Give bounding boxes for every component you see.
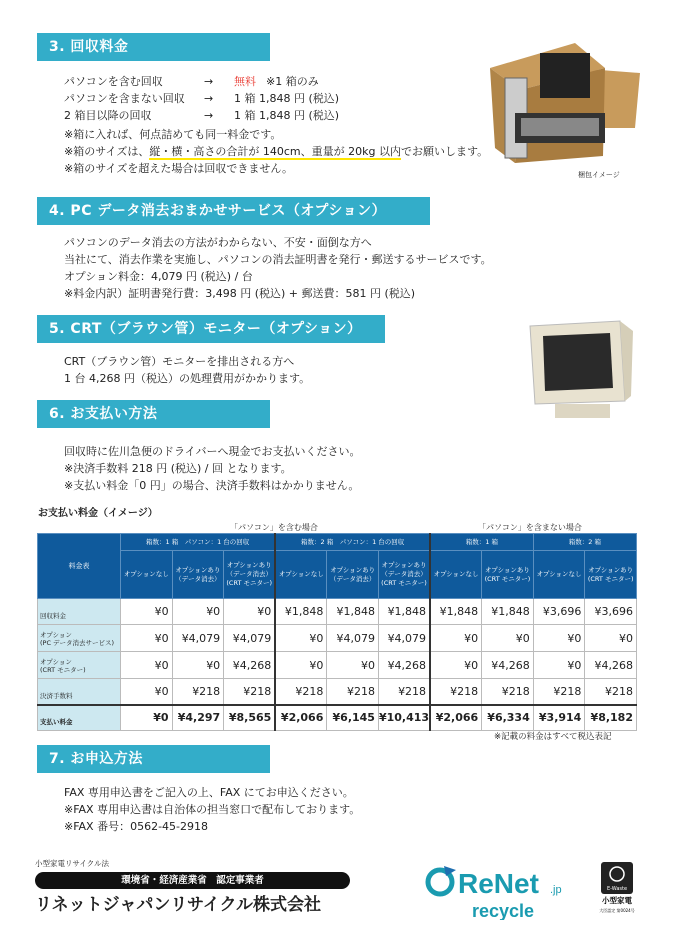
section-5-body (64, 353, 310, 387)
fee-value: 1 箱 1,848 円 (税込) (234, 109, 340, 122)
option-column-header: オプションあり （データ消去） (172, 551, 224, 599)
price-cell: ¥4,079 (327, 625, 379, 652)
price-cell: ¥0 (224, 599, 276, 625)
certified-badge: 環境省・経済産業省 認定事業者 (35, 872, 350, 889)
note-2-highlight: 縦・横・高さの合計が 140cm、重量が 20kg 以内 (149, 145, 401, 158)
fee-value: 1 箱 1,848 円 (税込) (234, 92, 340, 105)
price-cell: ¥0 (430, 625, 482, 652)
price-cell: ¥218 (585, 679, 637, 705)
section-7-body (64, 784, 360, 835)
price-cell: ¥4,268 (378, 652, 430, 679)
payment-table (37, 533, 637, 731)
price-cell: ¥8,565 (224, 705, 276, 731)
fee-label: パソコンを含まない回収 (64, 92, 185, 105)
body-line: CRT（ブラウン管）モニターを排出される方へ (64, 355, 295, 368)
price-cell: ¥10,413 (378, 705, 430, 731)
price-cell: ¥218 (482, 679, 534, 705)
row-label: オプション (PC データ消去サービス) (38, 625, 121, 652)
body-line: 当社にて、消去作業を実施し、パソコンの消去証明書を発行・郵送するサービスです。 (64, 253, 492, 266)
price-cell: ¥4,268 (482, 652, 534, 679)
price-cell: ¥3,696 (533, 599, 585, 625)
row-label: 回収料金 (38, 599, 121, 625)
price-cell: ¥0 (533, 625, 585, 652)
price-cell: ¥2,066 (275, 705, 327, 731)
price-cell: ¥0 (121, 625, 173, 652)
e-waste-badge (598, 862, 636, 918)
fee-row (64, 73, 384, 90)
section-6-header: 6. お支払い方法 (37, 400, 270, 428)
price-cell: ¥2,066 (430, 705, 482, 731)
price-cell: ¥1,848 (378, 599, 430, 625)
section-5-header: 5. CRT（ブラウン管）モニター（オプション） (37, 315, 385, 343)
svg-text:recycle: recycle (472, 901, 535, 920)
box-count-header: 箱数：2 箱 (533, 534, 636, 551)
table-row (38, 705, 637, 731)
packing-caption: 梱包イメージ (578, 171, 620, 179)
price-cell: ¥1,848 (482, 599, 534, 625)
price-cell: ¥4,268 (224, 652, 276, 679)
table-title: お支払い料金（イメージ） (38, 508, 158, 519)
box-count-header: 箱数：2 箱 パソコン：1 台の回収 (275, 534, 430, 551)
body-line: ※FAX 専用申込書は自治体の担当窓口で配布しております。 (64, 803, 361, 816)
note-1: ※箱に入れば、何点詰めても同一料金です。 (64, 128, 282, 141)
price-cell: ¥0 (585, 625, 637, 652)
body-line: ※FAX 番号：0562-45-2918 (64, 820, 209, 833)
group-1-label: 「パソコン」を含む場合 (230, 523, 318, 532)
price-cell: ¥0 (327, 652, 379, 679)
price-cell: ¥1,848 (275, 599, 327, 625)
fee-value (234, 73, 384, 90)
option-column-header: オプションあり (CRT モニター) (585, 551, 637, 599)
option-column-header: オプションなし (121, 551, 173, 599)
svg-text:小型家電: 小型家電 (602, 896, 632, 905)
row-label: 決済手数料 (38, 679, 121, 705)
body-line: パソコンのデータ消去の方法がわからない、不安・面倒な方へ (64, 236, 372, 249)
price-cell: ¥0 (482, 625, 534, 652)
table-footnote: ※記載の料金はすべて税込表記 (494, 732, 612, 742)
option-column-header: オプションなし (430, 551, 482, 599)
price-cell: ¥218 (224, 679, 276, 705)
price-cell: ¥6,145 (327, 705, 379, 731)
free-label: 無料 (234, 75, 256, 88)
packing-image (455, 28, 650, 168)
body-line: 1 台 4,268 円（税込）の処理費用がかかります。 (64, 372, 311, 385)
section-3-header: 3. 回収料金 (37, 33, 270, 61)
note-2a: ※箱のサイズは、 (64, 145, 150, 158)
price-cell: ¥4,268 (585, 652, 637, 679)
arrow: → (204, 109, 214, 122)
price-cell: ¥0 (121, 599, 173, 625)
price-cell: ¥8,182 (585, 705, 637, 731)
fee-list (64, 73, 384, 124)
price-cell: ¥0 (121, 652, 173, 679)
row-label: 支払い料金 (38, 705, 121, 731)
crt-monitor-image (525, 316, 635, 422)
option-column-header: オプションあり (CRT モニター) (482, 551, 534, 599)
note-2c: でお願いします。 (400, 145, 489, 158)
section-7-header: 7. お申込方法 (37, 745, 270, 773)
section-6-body (64, 443, 360, 494)
price-cell: ¥0 (121, 679, 173, 705)
svg-text:大臣認定 第0024号: 大臣認定 第0024号 (599, 908, 635, 913)
fee-label: パソコンを含む回収 (64, 75, 163, 88)
price-cell: ¥0 (172, 599, 224, 625)
section-4-body (64, 234, 492, 302)
price-cell: ¥0 (275, 652, 327, 679)
table-row (38, 599, 637, 625)
price-cell: ¥4,297 (172, 705, 224, 731)
option-column-header: オプションなし (275, 551, 327, 599)
price-cell: ¥6,334 (482, 705, 534, 731)
fee-row (64, 107, 384, 124)
arrow: → (204, 92, 214, 105)
price-cell: ¥218 (275, 679, 327, 705)
body-line: ※支払い料金「0 円」の場合、決済手数料はかかりません。 (64, 479, 360, 492)
table-row (38, 625, 637, 652)
option-column-header: オプションあり （データ消去） (CRT モニター) (378, 551, 430, 599)
arrow: → (204, 75, 214, 88)
body-line: オプション料金：4,079 円 (税込) / 台 (64, 270, 253, 283)
group-2-label: 「パソコン」を含まない場合 (478, 523, 582, 532)
corner-header: 料金表 (38, 534, 121, 599)
body-line: ※料金内訳）証明書発行費：3,498 円 (税込) + 郵送費：581 円 (税込) (64, 287, 416, 300)
price-cell: ¥1,848 (430, 599, 482, 625)
note-3: ※箱のサイズを超えた場合は回収できません。 (64, 162, 293, 175)
law-label: 小型家電リサイクル法 (35, 859, 109, 868)
company-name: リネットジャパンリサイクル株式会社 (35, 895, 321, 915)
svg-text:ReNet: ReNet (458, 868, 539, 899)
table-row (38, 652, 637, 679)
body-line: FAX 専用申込書をご記入の上、FAX にてお申込ください。 (64, 786, 354, 799)
price-cell: ¥3,696 (585, 599, 637, 625)
price-cell: ¥1,848 (327, 599, 379, 625)
body-line: 回収時に佐川急便のドライバーへ現金でお支払いください。 (64, 445, 361, 458)
option-column-header: オプションあり （データ消去） (CRT モニター) (224, 551, 276, 599)
price-cell: ¥0 (172, 652, 224, 679)
option-column-header: オプションあり （データ消去） (327, 551, 379, 599)
table-row (38, 679, 637, 705)
svg-text:E-Waste: E-Waste (606, 886, 628, 892)
price-cell: ¥218 (533, 679, 585, 705)
price-cell: ¥4,079 (172, 625, 224, 652)
fee-label: 2 箱目以降の回収 (64, 109, 152, 122)
price-cell: ¥4,079 (224, 625, 276, 652)
renet-logo (424, 860, 584, 920)
note-2 (64, 143, 488, 160)
price-cell: ¥218 (172, 679, 224, 705)
price-cell: ¥218 (327, 679, 379, 705)
price-cell: ¥4,079 (378, 625, 430, 652)
box-count-header: 箱数：1 箱 (430, 534, 533, 551)
fee-row (64, 90, 384, 107)
price-cell: ¥3,914 (533, 705, 585, 731)
price-cell: ¥0 (430, 652, 482, 679)
box-count-header: 箱数：1 箱 パソコン：1 台の回収 (121, 534, 276, 551)
price-cell: ¥218 (378, 679, 430, 705)
row-label: オプション (CRT モニター) (38, 652, 121, 679)
svg-text:.jp: .jp (550, 884, 562, 896)
option-column-header: オプションなし (533, 551, 585, 599)
section-4-header: 4. PC データ消去おまかせサービス（オプション） (37, 197, 430, 225)
one-box-note: ※1 箱のみ (266, 75, 319, 88)
price-cell: ¥0 (533, 652, 585, 679)
body-line: ※決済手数料 218 円 (税込) / 回 となります。 (64, 462, 292, 475)
price-cell: ¥0 (275, 625, 327, 652)
price-cell: ¥218 (430, 679, 482, 705)
price-cell: ¥0 (121, 705, 173, 731)
